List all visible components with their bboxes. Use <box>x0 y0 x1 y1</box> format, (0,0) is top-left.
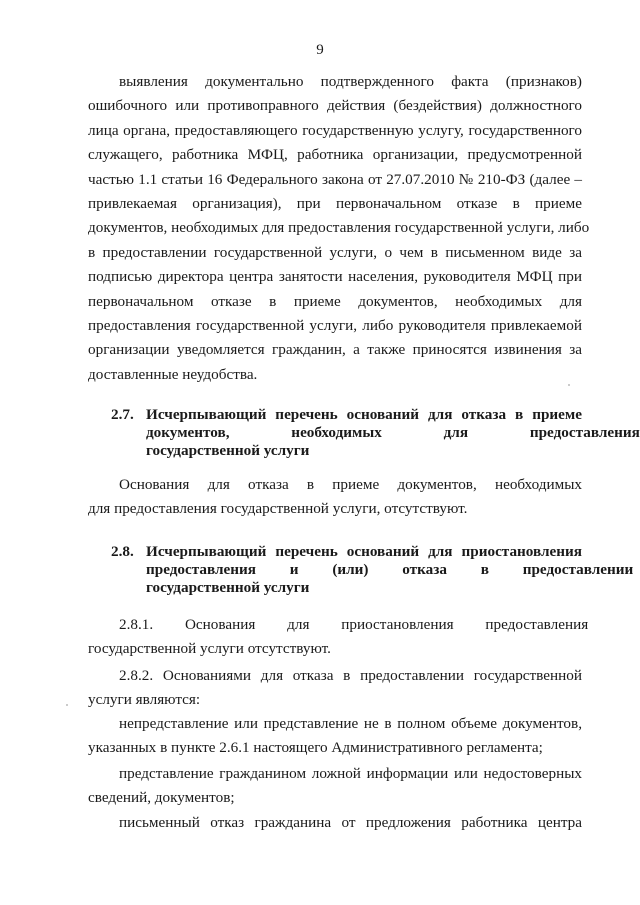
paragraph-line: государственной услуги отсутствуют. <box>88 640 331 658</box>
paragraph-line: в предоставлении государственной услуги, о чем в письменном виде за <box>88 243 582 261</box>
paragraph-line: первоначальном отказе в приеме документов, необходимых для <box>88 292 582 310</box>
paragraph-line: ошибочного или противоправного действия (бездействия) должностного <box>88 97 582 115</box>
paragraph-line: сведений, документов; <box>88 789 235 807</box>
scan-speck <box>66 704 68 706</box>
paragraph-line: представление гражданином ложной информации или недостоверных <box>119 765 582 782</box>
section-number: 2.8. <box>111 543 134 560</box>
paragraph-line: услуги являются: <box>88 691 201 709</box>
paragraph <box>88 613 589 662</box>
paragraph-line: подписью директора центра занятости населения, руководителя МФЦ при <box>88 268 582 286</box>
heading-line: Исчерпывающий перечень оснований для приостановления <box>146 543 582 560</box>
paragraph-line: 2.8.1. Основания для приостановления предоставления <box>119 616 589 633</box>
paragraph-continuation <box>88 70 590 387</box>
paragraph-line: письменный отказ гражданина от предложения работника центра <box>119 814 582 831</box>
heading-line: государственной услуги <box>146 442 310 459</box>
section-number: 2.7. <box>111 406 134 423</box>
heading-line: Исчерпывающий перечень оснований для отказа в приеме <box>146 406 582 423</box>
paragraph-line: организации уведомляется гражданин, а также приносятся извинения за <box>88 341 582 359</box>
paragraph-line: для предоставления государственной услуги, отсутствуют. <box>88 500 468 518</box>
paragraph <box>88 473 582 522</box>
paragraph-line: 2.8.2. Основаниями для отказа в предоставлении государственной <box>119 667 582 684</box>
section-heading-2-7 <box>111 406 640 460</box>
heading-line: государственной услуги <box>146 579 310 596</box>
paragraph-line: Основания для отказа в приеме документов, необходимых <box>119 476 582 493</box>
paragraph-line: привлекаемая организация), при первоначальном отказе в приеме <box>88 195 582 213</box>
heading-line: документов, необходимых для предоставления <box>146 424 640 441</box>
scan-speck <box>568 384 570 386</box>
section-heading-2-8 <box>111 543 634 597</box>
paragraph-line: документов, необходимых для предоставления государственной услуги, либо <box>88 219 590 237</box>
paragraph <box>88 762 582 811</box>
paragraph-line: частью 1.1 статьи 16 Федерального закона от 27.07.2010 № 210-ФЗ (далее – <box>88 170 582 188</box>
paragraph-line: лица органа, предоставляющего государственную услугу, государственного <box>88 121 582 139</box>
paragraph-line: непредставление или представление не в полном объеме документов, <box>119 715 582 732</box>
heading-line: предоставления и (или) отказа в предоставлении <box>146 561 634 578</box>
paragraph <box>88 811 582 835</box>
paragraph-line: служащего, работника МФЦ, работника организации, предусмотренной <box>88 146 582 164</box>
paragraph <box>88 664 582 713</box>
paragraph-line: предоставления государственной услуги, либо руководителя привлекаемой <box>88 317 582 335</box>
paragraph-line: выявления документально подтвержденного факта (признаков) <box>119 73 582 90</box>
paragraph-line: указанных в пункте 2.6.1 настоящего Административного регламента; <box>88 739 543 757</box>
paragraph <box>88 712 582 761</box>
page-number: 9 <box>316 42 324 58</box>
paragraph-line: доставленные неудобства. <box>88 365 258 383</box>
